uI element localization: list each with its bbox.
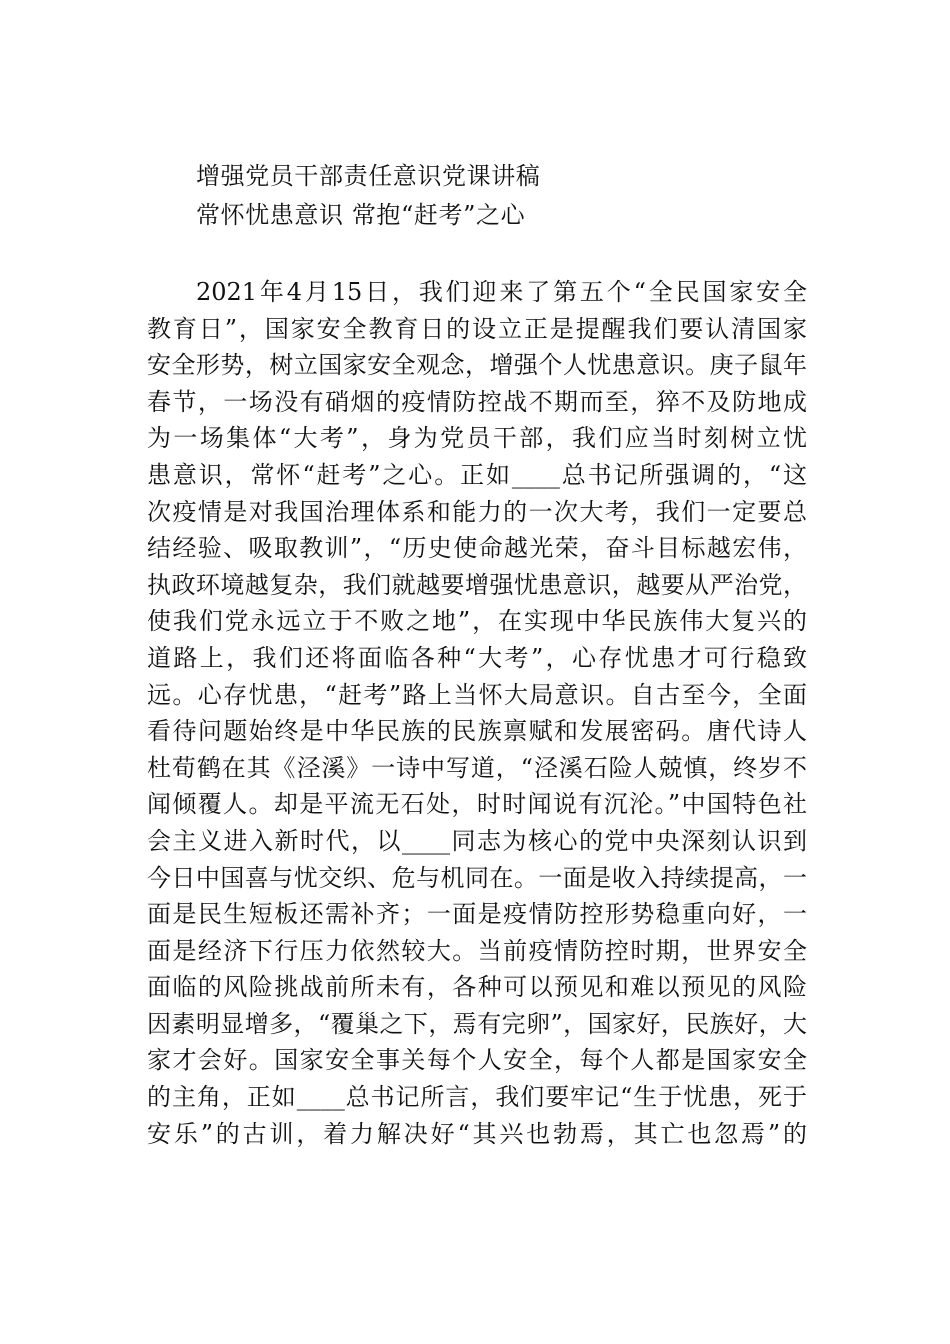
paragraph-line: 执政环境越复杂，我们就越要增强忧患意识，越要从严治党， — [147, 570, 807, 599]
paragraph-line: 结经验、吸取教训”，“历史使命越光荣，奋斗目标越宏伟， — [147, 534, 807, 563]
document-title: 增强党员干部责任意识党课讲稿 — [196, 162, 541, 190]
paragraph-line: 的主角，正如____总书记所言，我们要牢记“生于忧患，死于 — [147, 1083, 807, 1112]
paragraph-line: 2021年4月15日，我们迎来了第五个“全民国家安全 — [196, 278, 807, 306]
paragraph-line: 安全形势，树立国家安全观念，增强个人忧患意识。庚子鼠年 — [147, 351, 807, 380]
document-subtitle: 常怀忧患意识 常抱“赶考”之心 — [196, 201, 526, 229]
paragraph-line: 为一场集体“大考”，身为党员干部，我们应当时刻树立忧 — [147, 424, 807, 453]
paragraph-line: 教育日”，国家安全教育日的设立正是提醒我们要认清国家 — [147, 314, 807, 343]
paragraph-line: 远。心存忧患，“赶考”路上当怀大局意识。自古至今，全面 — [147, 680, 807, 709]
paragraph-line: 因素明显增多，“覆巢之下，焉有完卵”，国家好，民族好，大 — [147, 1009, 807, 1038]
paragraph-line: 面是民生短板还需补齐；一面是疫情防控形势稳重向好，一 — [147, 900, 807, 929]
paragraph-line: 闻倾覆人。却是平流无石处，时时闻说有沉沦。”中国特色社 — [147, 790, 807, 819]
paragraph-line: 安乐”的古训，着力解决好“其兴也勃焉，其亡也忽焉”的 — [147, 1119, 807, 1148]
paragraph-line: 家才会好。国家安全事关每个人安全，每个人都是国家安全 — [147, 1046, 807, 1075]
paragraph-line: 面是经济下行压力依然较大。当前疫情防控时期，世界安全 — [147, 936, 807, 965]
body-paragraph — [147, 274, 807, 1152]
paragraph-line: 面临的风险挑战前所未有，各种可以预见和难以预见的风险 — [147, 973, 807, 1002]
paragraph-line: 看待问题始终是中华民族的民族禀赋和发展密码。唐代诗人 — [147, 717, 807, 746]
paragraph-line: 会主义进入新时代，以____同志为核心的党中央深刻认识到 — [147, 826, 807, 855]
paragraph-line: 春节，一场没有硝烟的疫情防控战不期而至，猝不及防地成 — [147, 387, 807, 416]
paragraph-line: 杜荀鹤在其《泾溪》一诗中写道，“泾溪石险人兢慎，终岁不 — [147, 753, 807, 782]
paragraph-line: 使我们党永远立于不败之地”，在实现中华民族伟大复兴的 — [147, 607, 807, 636]
paragraph-line: 患意识，常怀“赶考”之心。正如____总书记所强调的，“这 — [147, 460, 807, 489]
paragraph-line: 今日中国喜与忧交织、危与机同在。一面是收入持续提高，一 — [147, 863, 807, 892]
paragraph-line: 道路上，我们还将面临各种“大考”，心存忧患才可行稳致 — [147, 643, 807, 672]
paragraph-line: 次疫情是对我国治理体系和能力的一次大考，我们一定要总 — [147, 497, 807, 526]
